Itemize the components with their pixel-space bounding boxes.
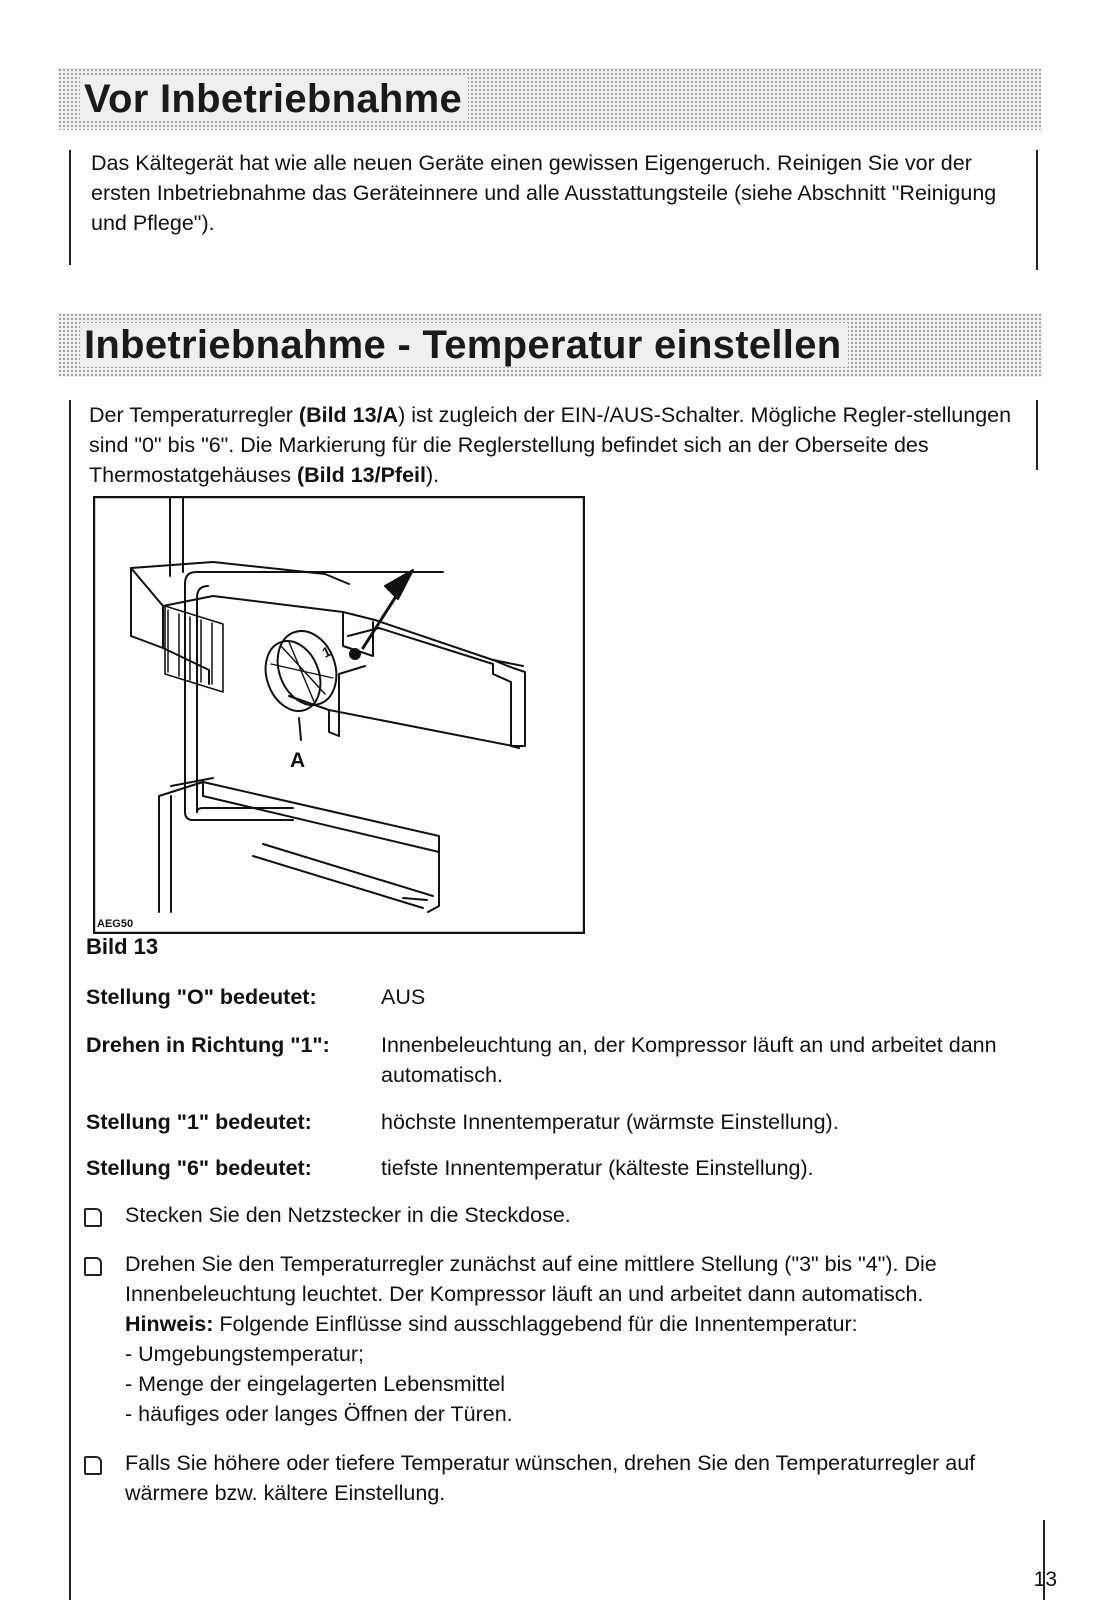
figure-label-a: A bbox=[290, 749, 306, 772]
change-bar-left-2 bbox=[69, 400, 71, 1600]
intro-paragraph-1: Das Kältegerät hat wie alle neuen Geräte einen gewissen Eigengeruch. Reinigen Sie vor der ersten Inbetriebnahme das Geräteinnere und alle Ausstattungsteile (siehe Abschnitt "Reinigung und Pflege"). bbox=[91, 151, 997, 235]
figure-code: AEG50 bbox=[97, 918, 134, 930]
definition-term: Stellung "O" bedeutet: bbox=[86, 985, 317, 1009]
definition-term: Stellung "1" bedeutet: bbox=[86, 1110, 312, 1134]
page-number: 13 bbox=[1033, 1568, 1057, 1591]
checkbox-square-icon bbox=[84, 1257, 102, 1276]
note-text: Folgende Einflüsse sind ausschlaggebend für die Innentemperatur: bbox=[213, 1312, 858, 1336]
definition-row bbox=[86, 1107, 1026, 1137]
bullet-text: Drehen Sie den Temperaturregler zunächst auf eine mittlere Stellung ("3" bis "4"). Die Innenbeleuchtung leuchtet. Der Kompressor läuft an und arbeitet dann automatisch. Hinweis: Folgende Einflüsse sind ausschlaggebend für die Innentemperatur: - Umgebungstemperatur; - Menge der eingelagerten Lebensmittel - häufiges oder langes Öffnen der Türen. bbox=[125, 1252, 937, 1426]
figure-dial-mark: 1 bbox=[319, 642, 334, 661]
section-title-temperatur-einstellen: Inbetriebnahme - Temperatur einstellen bbox=[80, 317, 848, 373]
thermostat-figure bbox=[93, 496, 585, 934]
definition-row bbox=[86, 1153, 1026, 1183]
figure-caption: Bild 13 bbox=[86, 934, 159, 959]
checkbox-square-icon bbox=[84, 1208, 102, 1227]
definition-desc: tiefste Innentemperatur (kälteste Einstellung). bbox=[381, 1156, 814, 1180]
intro-paragraph-2: Der Temperaturregler (Bild 13/A) ist zugleich der EIN-/AUS-Schalter. Mögliche Regler-stellungen sind "0" bis "6". Die Markierung für die Reglerstellung befindet sich an der Oberseite des Thermostatgehäuses (Bild 13/Pfeil). bbox=[89, 403, 1012, 487]
bullet-item bbox=[84, 1249, 1028, 1429]
bullet-text: Falls Sie höhere oder tiefere Temperatur wünschen, drehen Sie den Temperaturregler auf wärmere bzw. kältere Einstellung. bbox=[125, 1451, 976, 1505]
change-bar-right-1 bbox=[1036, 150, 1038, 270]
definition-desc: höchste Innentemperatur (wärmste Einstellung). bbox=[381, 1110, 839, 1134]
checkbox-square-icon bbox=[84, 1456, 102, 1475]
bullet-item bbox=[84, 1200, 1028, 1230]
bullet-item bbox=[84, 1448, 1028, 1508]
definition-term: Drehen in Richtung "1": bbox=[86, 1033, 330, 1057]
figure-ref-a: (Bild 13/A bbox=[298, 403, 399, 427]
figure-ref-arrow: (Bild 13/Pfeil bbox=[296, 463, 426, 487]
definition-desc: Innenbeleuchtung an, der Kompressor läuft an und arbeitet dann automatisch. bbox=[381, 1033, 997, 1087]
definition-desc: AUS bbox=[381, 985, 426, 1009]
note-list-item: - häufiges oder langes Öffnen der Türen. bbox=[125, 1402, 513, 1426]
definition-row bbox=[86, 982, 1026, 1012]
section-title-vor-inbetriebnahme: Vor Inbetriebnahme bbox=[80, 74, 468, 124]
change-bar-left-1 bbox=[69, 150, 71, 265]
change-bar-right-2 bbox=[1036, 400, 1038, 470]
note-list-item: - Umgebungstemperatur; bbox=[125, 1342, 364, 1366]
definition-term: Stellung "6" bedeutet: bbox=[86, 1156, 312, 1180]
note-label: Hinweis: bbox=[125, 1312, 214, 1336]
bullet-text: Stecken Sie den Netzstecker in die Steckdose. bbox=[125, 1203, 571, 1227]
definition-row bbox=[86, 1030, 1026, 1090]
note-list-item: - Menge der eingelagerten Lebensmittel bbox=[125, 1372, 506, 1396]
